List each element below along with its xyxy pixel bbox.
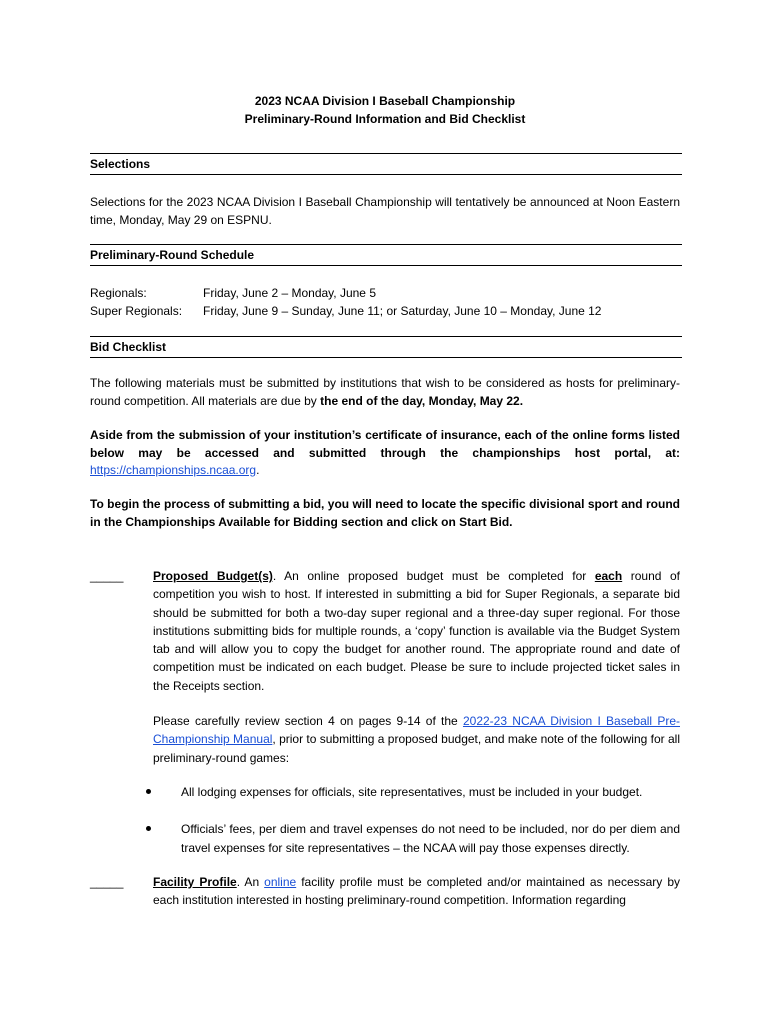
checklist-blank-facility[interactable]: _____: [90, 875, 124, 889]
facility-item-text-b: facility profile must be completed and/or maintained as necessary by each institution interested in hosting preliminary-round competition. Information regarding: [153, 875, 680, 908]
section-heading-schedule: Preliminary-Round Schedule: [90, 244, 682, 266]
checklist-item-facility: [153, 873, 680, 910]
facility-item-text-a: . An: [236, 875, 265, 889]
budget-bullet-officials: Officials’ fees, per diem and travel expenses do not need to be included, nor do per diem and travel expenses for site representatives – the NCAA will pay those expenses directly.: [181, 822, 680, 855]
budget-item-emphasis: each: [594, 569, 623, 583]
host-portal-link[interactable]: https://championships.ncaa.org: [90, 463, 257, 477]
pre-championship-manual-link[interactable]: 2022-23 NCAA Division I Baseball Pre-Championship Manual: [153, 714, 680, 747]
selections-paragraph: Selections for the 2023 NCAA Division I Baseball Championship will tentatively be announced at Noon Eastern time, Monday, May 29 on ESPNU.: [90, 195, 680, 227]
checklist-intro-deadline: the end of the day, Monday, May 22.: [320, 393, 524, 408]
checklist-intro-text: The following materials must be submitted by institutions that wish to be considered as hosts for preliminary-round competition. All materials are due by: [90, 376, 680, 408]
budget-bullet-lodging: All lodging expenses for officials, site representatives, must be included in your budget.: [181, 785, 643, 799]
checklist-aside-text: Aside from the submission of your institution’s certificate of insurance, each of the online forms listed below may be accessed and submitted through the championships host portal, at:: [90, 428, 680, 460]
budget-item-text-b: round of competition you wish to host. If interested in submitting a bid for Super Regionals, a separate bid should be submitted for both a two-day super regional and a three-day super regional. For those institutions submitting bids for multiple rounds, a ‘copy’ function is available via the Budget System tab and will allow you to copy the budget for another round. The appropriate round and date of competition must be indicated on each budget. Please be sure to include projected ticket sales in the Receipts section.: [153, 569, 680, 693]
facility-item-title: Facility Profile: [153, 875, 237, 889]
section-heading-bid-checklist: Bid Checklist: [90, 336, 682, 358]
checklist-item-budget: [153, 567, 680, 695]
budget-review-text-a: Please carefully review section 4 on pages 9-14 of the: [153, 714, 463, 728]
checklist-aside-end: .: [256, 463, 260, 477]
budget-review-text-b: , prior to submitting a proposed budget, and make note of the following for all preliminary-round games:: [153, 732, 680, 765]
checklist-blank-budget[interactable]: _____: [90, 569, 124, 583]
document-title-line-1: 2023 NCAA Division I Baseball Championship: [254, 94, 516, 108]
schedule-label-regionals: Regionals:: [90, 286, 147, 300]
checklist-aside-paragraph: [90, 427, 680, 480]
section-heading-selections: Selections: [90, 153, 682, 175]
budget-item-text-a: . An online proposed budget must be completed for: [272, 569, 595, 583]
checklist-begin-paragraph: To begin the process of submitting a bid, you will need to locate the specific divisional sport and round in the Championships Available for Bidding section and click on Start Bid.: [90, 497, 680, 529]
budget-item-title: Proposed Budget(s): [153, 569, 273, 583]
bullet-icon: [146, 789, 151, 794]
schedule-value-super-regionals: Friday, June 9 – Sunday, June 11; or Saturday, June 10 – Monday, June 12: [203, 304, 602, 318]
document-title-line-2: Preliminary-Round Information and Bid Checklist: [244, 112, 526, 126]
budget-review-paragraph: [153, 712, 680, 767]
bullet-icon: [146, 826, 151, 831]
checklist-intro-paragraph: [90, 375, 680, 410]
facility-online-link[interactable]: online: [264, 875, 297, 889]
schedule-label-super-regionals: Super Regionals:: [90, 304, 183, 318]
schedule-value-regionals: Friday, June 2 – Monday, June 5: [203, 286, 376, 300]
